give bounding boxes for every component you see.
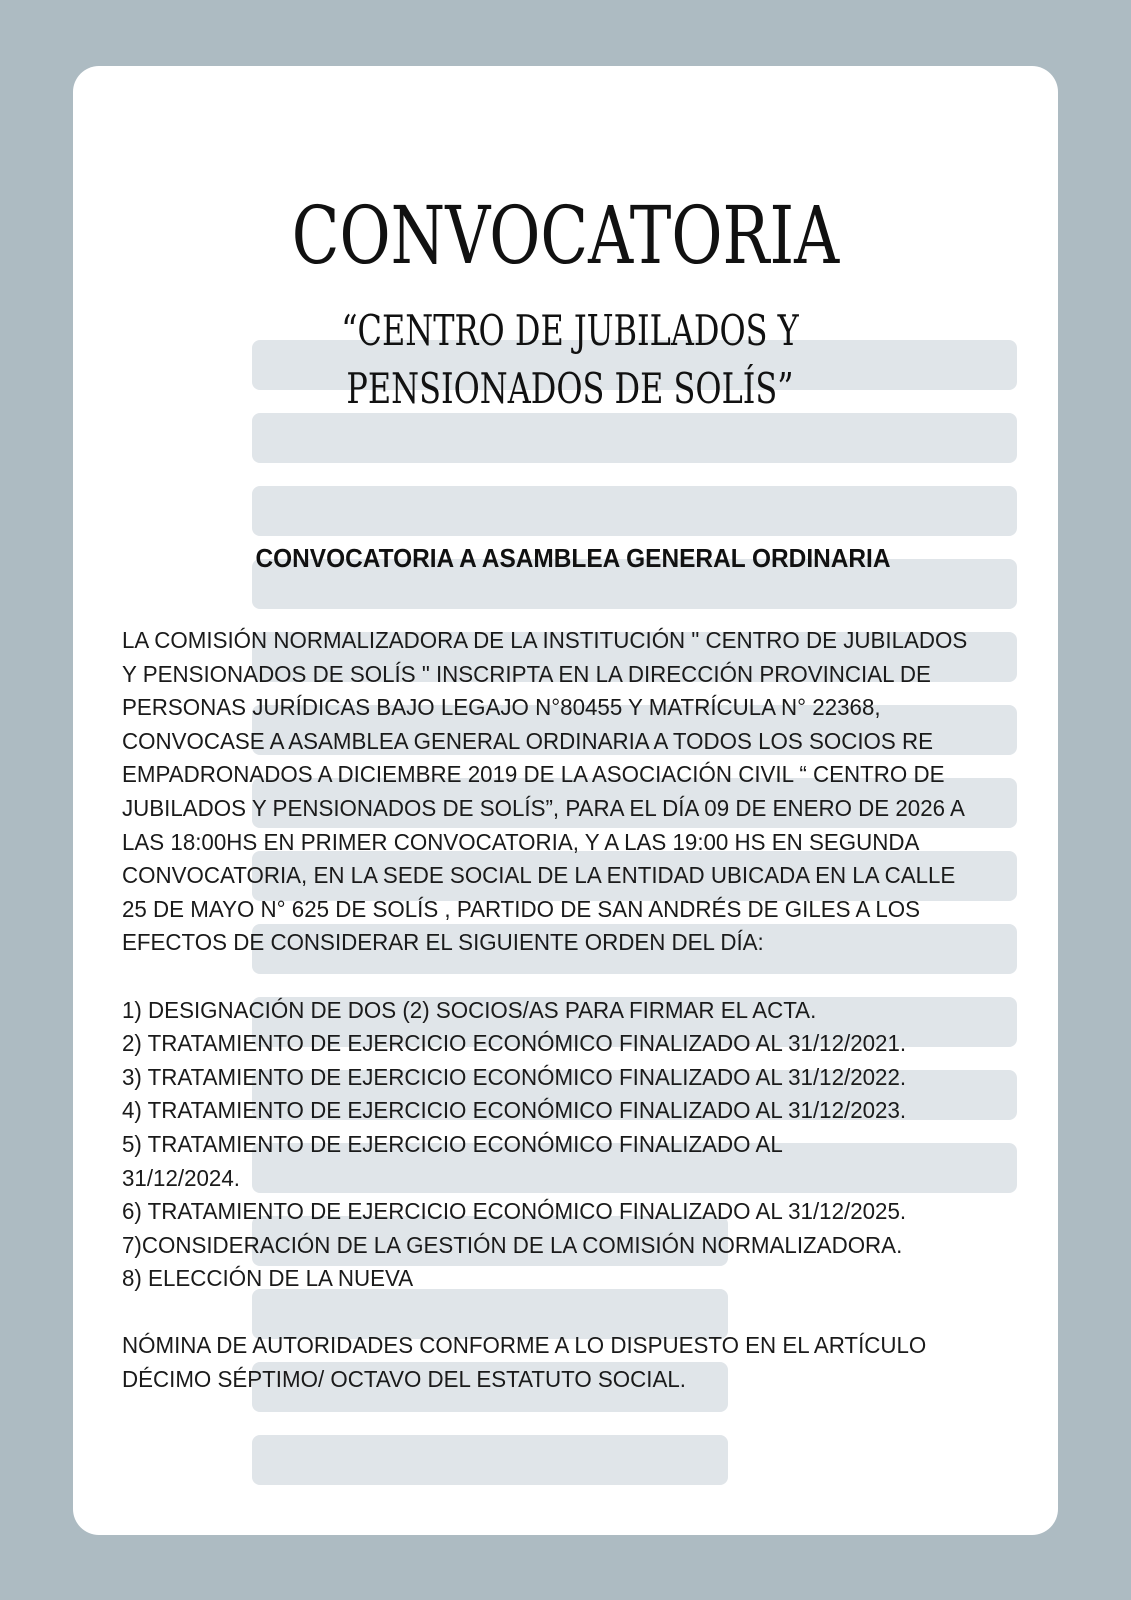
institution-name — [137, 302, 1003, 418]
notice-body — [122, 624, 996, 1397]
agenda-item: 3) TRATAMIENTO DE EJERCICIO ECONÓMICO FINALIZADO AL 31/12/2022. — [122, 1063, 907, 1090]
spacer — [122, 960, 996, 994]
agenda-item: 31/12/2024. — [122, 1164, 240, 1191]
intro-line: PERSONAS JURÍDICAS BAJO LEGAJO N°80455 Y MATRÍCULA N° 22368, — [122, 694, 881, 721]
intro-line: EFECTOS DE CONSIDERAR EL SIGUIENTE ORDEN DEL DÍA: — [122, 929, 764, 956]
intro-line: CONVOCATORIA, EN LA SEDE SOCIAL DE LA ENTIDAD UBICADA EN LA CALLE — [122, 862, 956, 889]
document-title: CONVOCATORIA — [291, 189, 840, 282]
closing-line: NÓMINA DE AUTORIDADES CONFORME A LO DISPUESTO EN EL ARTÍCULO — [122, 1332, 927, 1359]
agenda-item: 4) TRATAMIENTO DE EJERCICIO ECONÓMICO FINALIZADO AL 31/12/2023. — [122, 1097, 907, 1124]
intro-line: Y PENSIONADOS DE SOLÍS " INSCRIPTA EN LA DIRECCIÓN PROVINCIAL DE — [122, 660, 931, 687]
placeholder-bar — [252, 1435, 728, 1485]
placeholder-bar — [252, 413, 1017, 463]
intro-line: EMPADRONADOS A DICIEMBRE 2019 DE LA ASOCIACIÓN CIVIL “ CENTRO DE — [122, 761, 945, 788]
agenda-item: 7)CONSIDERACIÓN DE LA GESTIÓN DE LA COMISIÓN NORMALIZADORA. — [122, 1231, 903, 1258]
intro-line: JUBILADOS Y PENSIONADOS DE SOLÍS”, PARA EL DÍA 09 DE ENERO DE 2026 A — [122, 794, 965, 821]
closing-line: DÉCIMO SÉPTIMO/ OCTAVO DEL ESTATUTO SOCIAL. — [122, 1366, 687, 1393]
intro-line: LA COMISIÓN NORMALIZADORA DE LA INSTITUCIÓN " CENTRO DE JUBILADOS — [122, 627, 968, 653]
agenda-item: 1) DESIGNACIÓN DE DOS (2) SOCIOS/AS PARA FIRMAR EL ACTA. — [122, 996, 817, 1023]
agenda-item: 6) TRATAMIENTO DE EJERCICIO ECONÓMICO FINALIZADO AL 31/12/2025. — [122, 1198, 907, 1225]
intro-line: 25 DE MAYO N° 625 DE SOLÍS , PARTIDO DE SAN ANDRÉS DE GILES A LOS — [122, 895, 921, 922]
institution-name-line-1: “CENTRO DE JUBILADOS Y — [341, 306, 799, 355]
spacer — [122, 1296, 996, 1330]
agenda-item: 5) TRATAMIENTO DE EJERCICIO ECONÓMICO FINALIZADO AL — [122, 1130, 783, 1157]
intro-line: LAS 18:00HS EN PRIMER CONVOCATORIA, Y A LAS 19:00 HS EN SEGUNDA — [122, 828, 920, 855]
intro-line: CONVOCASE A ASAMBLEA GENERAL ORDINARIA A TODOS LOS SOCIOS RE — [122, 727, 934, 754]
placeholder-bar — [252, 486, 1017, 536]
section-heading: CONVOCATORIA A ASAMBLEA GENERAL ORDINARIA — [255, 543, 891, 573]
agenda-item: 8) ELECCIÓN DE LA NUEVA — [122, 1265, 414, 1292]
institution-name-line-2: PENSIONADOS DE SOLÍS” — [346, 364, 794, 413]
agenda-item: 2) TRATAMIENTO DE EJERCICIO ECONÓMICO FINALIZADO AL 31/12/2021. — [122, 1030, 907, 1057]
